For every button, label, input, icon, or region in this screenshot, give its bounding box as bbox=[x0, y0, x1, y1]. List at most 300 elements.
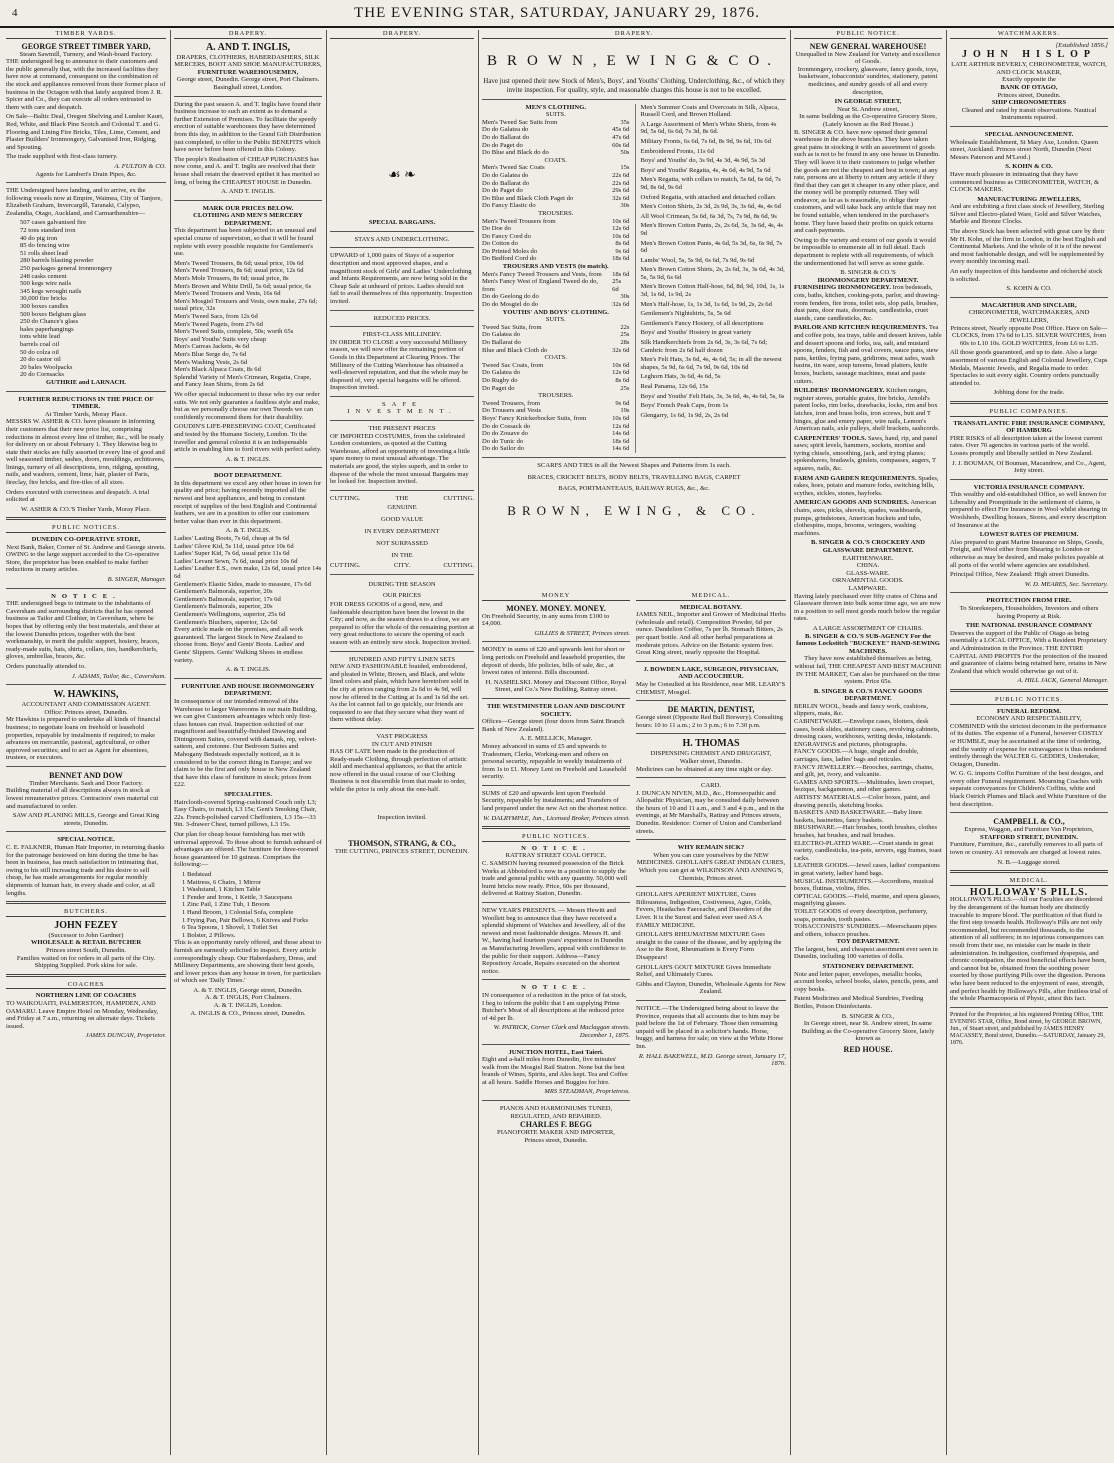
list-item: 500 kegs wire nails bbox=[20, 280, 72, 288]
list-item: 85 do fencing wire bbox=[20, 242, 70, 250]
ad-subtitle: DISPENSING CHEMIST AND DRUGGIST, bbox=[650, 750, 772, 758]
list-item: CHINA. bbox=[856, 562, 880, 570]
ad-body: NEW YEAR'S PRESENTS. — Messrs Hewitt and Woollett beg to announce that they have received a splendid shipment of Watches and Jewellery, all of the newest and most fashionable designs. Messrs H. and W., having had fourteen years' experience in Dunedin as Manufacturing Jewellers, appeal with confidence to the public for their support. Address—Fancy Repository Arcade, Repairs executed on the shortest notice. bbox=[482, 907, 626, 975]
cutting-banner bbox=[330, 495, 474, 503]
ad-subtitle: Next Bank, Baker, Corner of St. Andrew and George streets. bbox=[6, 543, 166, 551]
table-row bbox=[482, 119, 629, 127]
price-item: Men's Washing Vests, 2s 6d bbox=[174, 358, 248, 366]
list-item: 50 do colza oil bbox=[20, 348, 60, 356]
banner-text: CUTTING. bbox=[330, 562, 361, 570]
ad-title: WHY REMAIN SICK? bbox=[677, 844, 745, 852]
list-item: Men's Half-hose, 1s, 1s 3d, 1s 6d, 1s 9d, 2s, 2s 6d bbox=[640, 300, 772, 308]
item-list bbox=[6, 219, 166, 378]
masthead-title: THE EVENING STAR, SATURDAY, JANUARY 29, 1876. bbox=[354, 5, 760, 21]
list-item: Gentlemen's Nightshirts, 5s, 5s 6d bbox=[640, 310, 731, 318]
table-section-title: MEN'S CLOTHING. bbox=[525, 103, 586, 111]
list-item: Men's Felt Hats, 3s 6d, 4s, 4s 6d, 5s; in all the newest shapes, 5s 9d, 6s 6d, 7s 9d, 9s 6d, 10s 6d bbox=[640, 356, 782, 371]
table-cell-item: Do do Cossack do bbox=[482, 422, 531, 430]
ad-subtitle: FURNITURE WAREHOUSEMEN, bbox=[197, 68, 299, 76]
ad-address: SAW AND PLANING MILLS, George and Great King streets, Dunedin. bbox=[12, 812, 160, 827]
table-row bbox=[482, 347, 629, 355]
column-cutting-warehouse bbox=[330, 30, 474, 1455]
table-row bbox=[482, 445, 629, 453]
department-entry bbox=[794, 284, 942, 322]
column-money bbox=[482, 592, 630, 1455]
column-rule bbox=[478, 30, 479, 1455]
ad-signature: W. DALRYMPLE, Jun., Licensed Broker, Princes street. bbox=[483, 814, 630, 822]
list-item: Men's Brown Cotton Shirts, 2s, 2s 6d, 3s, 3s 6d, 4s 3d, 5s, 5s 9d, 6s 6d bbox=[640, 266, 785, 281]
department-entry bbox=[794, 499, 942, 537]
ad-title: NEW GENERAL WAREHOUSE! bbox=[809, 41, 927, 51]
value-line: OUR PRICES bbox=[383, 592, 421, 599]
ad-body: This department has been subjected to an unusual and special course of supervision, so that it will be found replete with every possible requisite for Gentlemen's use. bbox=[174, 227, 317, 258]
list-item: All Wool Crimean, 5s 6d, 6s 3d, 7s, 7s 9d, 8s 6d, 9s bbox=[640, 212, 777, 220]
price-item: Ladies' Leather E.S., own make, 12s 6d, usual price 14s 6d bbox=[174, 565, 322, 580]
ad-title: IN GEORGE STREET, bbox=[834, 98, 902, 106]
department-title: PARLOR AND KITCHEN REQUIREMENTS. bbox=[794, 324, 929, 332]
price-list bbox=[174, 260, 322, 374]
title-letter: E bbox=[606, 52, 624, 69]
table-cell-item: Do Fancy Cord do bbox=[482, 232, 531, 240]
ad-body: On Freehold Security, in any sums from £100 to £4,000. bbox=[482, 612, 610, 628]
price-item: Men's Tweed Trousers, 8s 6d; usual price, 12s 6d bbox=[174, 267, 304, 275]
table-cell-item: Do Rugby do bbox=[482, 376, 518, 384]
ad-title: SAFE INVESTMENT. bbox=[347, 400, 457, 416]
section-heading: BUTCHERS. bbox=[6, 908, 166, 917]
title-letter: N bbox=[665, 52, 684, 69]
ad-title: W. HAWKINS, bbox=[53, 689, 119, 701]
table-cell-item: Do Blue and Black Cloth Paget do bbox=[482, 194, 574, 202]
ad-body: George street (Opposite Red Bull Brewery). Consulting hours: 10 to 11 a.m.; 2 to 3 p.m.; 6 to 7.30 p.m. bbox=[636, 714, 783, 729]
value-lines bbox=[330, 502, 474, 562]
table-section-title: YOUTHS' AND BOYS' CLOTHING. bbox=[502, 308, 609, 316]
list-item: ARTISTS' MATERIALS.—Color boxes, paint, and drawing pencils, sketching books. bbox=[794, 794, 930, 809]
list-item: BERLIN WOOL, beads and fancy work, cushions, slippers, mats, &c. bbox=[794, 702, 929, 718]
price-item: Ladies' Lasting Boots, 7s 6d, cheap at 9s 6d bbox=[174, 535, 290, 543]
list-item: Men's Regatta, with collars to match, 5s 6d, 6s 6d, 7s 9d, 8s 6d, 9s 6d bbox=[640, 176, 781, 191]
list-item: Military Fronts, 6s 6d, 7s 6d, 8s 9d, 9s 6d, 10s 6d bbox=[640, 137, 771, 145]
section-heading: MEDICAL. bbox=[950, 877, 1108, 886]
ad-signature: A. & T. INGLIS. bbox=[225, 666, 271, 674]
table-cell-item: Boys' Fancy Knickerbocker Suits, from bbox=[482, 414, 587, 422]
table-cell-price: 18s 6d bbox=[612, 437, 630, 445]
table-cell-item: Tweed Sac Coats, from bbox=[482, 361, 544, 369]
table-cell-item: Men's Tweed Sac Suits from bbox=[482, 118, 558, 126]
ad-title: FURTHER REDUCTIONS IN THE PRICE OF TIMBER. bbox=[18, 395, 154, 411]
list-item: Men's Brown Cotton Pants, 2s, 2s 6d, 3s, 3s 6d, 4s, 4s 9d bbox=[640, 222, 783, 237]
table-cell-item: Do do Sailor do bbox=[482, 445, 524, 453]
value-line: GENUINE bbox=[387, 504, 417, 512]
price-item: Ladies' Glove Kid, 5s 11d, usual price 10s 6d bbox=[174, 542, 294, 550]
ad-title: RED HOUSE. bbox=[843, 1045, 893, 1054]
shirts-hosiery-list bbox=[635, 104, 786, 453]
ad-title: HUNDRED AND FIFTY LINEN SETS bbox=[349, 655, 455, 663]
table-row bbox=[482, 377, 629, 385]
section-heading: DRAPERY. bbox=[482, 30, 786, 39]
ad-subtitle: Unequalled in New Zealand for Variety and excellence of Goods. bbox=[795, 50, 941, 66]
table-cell-price: 60s 6d bbox=[612, 141, 630, 149]
ad-address: Princes street, Dunedin. bbox=[524, 1136, 588, 1144]
brown-ewing-footer: BROWN, EWING, & CO. bbox=[507, 502, 761, 518]
table-row bbox=[482, 369, 629, 377]
signature-line: A. & T. INGLIS, London. bbox=[213, 1002, 283, 1010]
department-entry bbox=[794, 475, 942, 498]
ad-address: Exactly opposite the bbox=[1002, 76, 1056, 84]
value-line: DURING THE SEASON bbox=[368, 581, 436, 588]
list-item: Glengarry, 1s 6d, 1s 9d, 2s, 2s 6d bbox=[640, 411, 729, 419]
list-item: A Large Assortment of Men's White Shirts, from 4s 9d, 5s 6d, 6s 6d, 7s 3d, 8s 6d. bbox=[640, 120, 777, 136]
ad-title: B. SINGER & CO.'S FANCY GOODS DEPARTMENT. bbox=[813, 687, 923, 703]
table-cell-price: 14s 6d bbox=[612, 445, 630, 453]
ad-title: JUNCTION HOTEL, East Taieri. bbox=[508, 1048, 604, 1056]
table-row bbox=[482, 324, 629, 332]
ad-title: DE MARTIN, DENTIST, bbox=[667, 705, 755, 715]
ad-subtitle: Express, Waggon, and Furniture Van Proprietors, bbox=[964, 826, 1094, 834]
table-cell-price: 9s 6d bbox=[615, 247, 630, 255]
banner-text: CUTTING. bbox=[443, 494, 474, 502]
signature-line: A. INGLIS & CO., Princes street, Dunedin. bbox=[190, 1009, 306, 1017]
ad-address: Princes street, Dunedin. bbox=[997, 91, 1061, 99]
banner-text: CUTTING. bbox=[330, 494, 361, 502]
section-heading: MONEY bbox=[482, 592, 630, 601]
ad-title: TOY DEPARTMENT. bbox=[836, 938, 900, 946]
price-item: Men's Blue Serge do, 7s 6d bbox=[174, 350, 247, 358]
ad-note: Inspection invited. bbox=[377, 813, 427, 821]
ad-title: MEDICAL BOTANY. bbox=[680, 603, 742, 611]
ad-note: N. B.—Luggage stored. bbox=[997, 858, 1061, 866]
ad-subtitle: ACCOUNTANT AND COMMISSION AGENT. bbox=[21, 701, 151, 709]
table-subheading: SUITS. bbox=[545, 111, 566, 119]
list-item: Embroidered Fronts, 11s 6d bbox=[640, 147, 714, 155]
brown-ewing-advert bbox=[482, 30, 786, 585]
ad-body: Owing to the variety and extent of our goods it would be impossible to enumerate all in full detail. Each department is replete with all requirements, of which the undermentioned list will serve as some guide. bbox=[794, 236, 936, 267]
list-item: CABINETWARE.—Envelope cases, blotters, desk cases, book slides, stationery cases, revolving cabinets, dressing cases, workboxes, writing desks, inkstands. bbox=[794, 718, 940, 741]
ad-signature: W. D. MEARES, Sec. Secretary. bbox=[1024, 580, 1108, 588]
table-row bbox=[482, 225, 629, 233]
title-letter: O. bbox=[748, 52, 779, 69]
ad-address: Office: Princes street, Dunedin. bbox=[44, 708, 128, 716]
ad-title: PIANOS AND HARMONIUMS TUNED, REGULATED, AND REPAIRED. bbox=[499, 1105, 613, 1120]
ad-body: We offer special inducement to those who try our order suits. We not only guarantee a faultless style and make, but as we personally choose our own Tweeds we can confidently recommend them for their durability. bbox=[174, 390, 320, 421]
ad-title: BOOT DEPARTMENT. bbox=[214, 472, 282, 480]
table-row bbox=[482, 400, 629, 408]
ad-title: REDUCED PRICES. bbox=[373, 314, 431, 322]
department-list bbox=[794, 284, 942, 537]
table-cell-price: 30s bbox=[620, 293, 630, 301]
list-item: 250 do Chance's glass bbox=[20, 318, 79, 326]
list-item: Boys' and Youths' do, 3s 9d, 4s 3d, 4s 9d, 5s 3d bbox=[640, 157, 766, 165]
ad-body: And are exhibiting a first class stock of Jewellery, Sterling Silver and Electro-plated Ware, Gold and Silver Watches, Marble and Bronze Clocks. bbox=[950, 203, 1105, 226]
ad-subtitle: At Timber Yards, Moray Place. bbox=[44, 410, 128, 418]
table-section-title: TROUSERS AND VESTS (to match). bbox=[502, 263, 609, 271]
masthead bbox=[0, 0, 1114, 28]
table-cell-item: Tweed Sac Suits, from bbox=[482, 323, 542, 331]
ad-body: MONEY in sums of £20 and upwards lent for short or long periods on Freehold and leasehold properties, the deposit of deeds, life policies, bills of sale, &c., at lowest rates of interest. Bills discounted. bbox=[482, 646, 626, 677]
ad-title: DUNEDIN CO-OPERATIVE STORE, bbox=[31, 536, 141, 544]
ad-body: Having lately purchased over fifty crates of China and Glassware thrown into bulk some time ago, we are now in a position to sell most goods much below the regular rates. bbox=[794, 592, 941, 623]
ad-body: SUMS of £20 and upwards lent upon Freehold Security, repayable by instalments; and Transfers of land prepared under the new Act on the shortest notice. bbox=[482, 789, 628, 813]
ad-title: JOHN HISLOP bbox=[961, 49, 1097, 61]
list-item: 20 bales Woolpacks bbox=[20, 363, 73, 371]
list-item: Lambs' Wool, 5s, 5s 9d, 6s 6d, 7s 9d, 9s 6d bbox=[640, 256, 755, 264]
list-item: 20 do Cornsacks bbox=[20, 371, 64, 379]
table-row bbox=[482, 339, 629, 347]
table-cell-item: Do Blue and Black do do bbox=[482, 149, 549, 157]
ad-signature: S. KOHN & CO. bbox=[1006, 285, 1052, 293]
section-heading: WATCHMAKERS. bbox=[950, 30, 1108, 39]
ad-title: GEORGE STREET TIMBER YARD, bbox=[21, 41, 151, 51]
ad-title: NOTICE. bbox=[51, 592, 121, 600]
column-rule bbox=[326, 30, 327, 1455]
printer-imprint: Printed for the Proprietor, at his registered Printing Office, THE EVENING STAR, Office, Bond street, by GEORGE BROWN, Jun., of Stuart street, and published by JAMES HENRY MACASSEY, Bond street, Dunedin.—SATURDAY, January 29, 1876. bbox=[950, 1011, 1105, 1046]
ad-body: GHOLLAH'S APERIENT MIXTURE, Cures Biliousness, Indigestion, Costiveness, Ague, Colds, Fevers, Headaches Faeceache, and Disorders of the Liver. It is the Surest and Safest ever used AS A FAMILY MEDICINE. bbox=[636, 891, 772, 929]
department-entry bbox=[794, 387, 942, 433]
ad-body: Patent Medicines and Medical Sundries, Feeding Bottles, Poison Disinfectants. bbox=[794, 995, 924, 1011]
ad-title: B. SINGER & CO.'S CROCKERY AND GLASSWARE DEPARTMENT. bbox=[810, 539, 925, 554]
section-heading: MEDICAL. bbox=[636, 592, 786, 601]
list-item: TOILET GOODS of every description, perfumery, soaps, pomades, tooth pastes. bbox=[794, 907, 928, 923]
column-singer-warehouse bbox=[794, 30, 942, 1455]
ad-signature bbox=[174, 987, 322, 1017]
ad-title: CLOTHING AND MEN'S MERCERY DEPARTMENT. bbox=[193, 212, 303, 227]
column-medical bbox=[636, 592, 786, 1455]
ad-body: J. DUNCAN NIVEN, M.D., &c., Homoeopathic and Allopathic Physician, may be consulted daily between the hours of 10 and 11 a.m., and 3 and 4 p.m., and in the evenings, at Mr Marshall's, Rattray and Princes streets, Dunedin. Residence: Corner of Union and Cumberland streets. bbox=[636, 789, 785, 835]
ad-subtitle: PIANOFORTE MAKER AND IMPORTER, bbox=[497, 1129, 615, 1137]
ad-title: THE PRESENT PRICES bbox=[368, 425, 436, 433]
ad-body: OWING to the large support accorded to the Co-operative Store, the proprietor has been enabled to make further reductions in many articles. bbox=[6, 551, 160, 574]
ad-body: Money advanced in sums of £5 and upwards to Tradesmen, Clerks, Working-men and others on personal security, repayable in weekly instalments of from 1s to £1. Money Lent on Freehold and Leasehold security. bbox=[482, 742, 627, 781]
table-row bbox=[482, 180, 629, 188]
banner-text: CUTTING. bbox=[443, 562, 474, 570]
ad-list: On Sale—Baltic Deal, Oregon Shelving and Lumber Kauri, Red, White, and Black Pine Scotch and Colonial T. and G. Flooring and Lining Fire Bricks, Tiles, Lime, Cement, and Plaster Builders' Ironmongery, Galvanised Iron, Ridging, and Spouting. bbox=[6, 113, 164, 151]
price-item: Gentlemen's Balmorals, superior, 17s 6d bbox=[174, 595, 281, 603]
table-cell-item: Blue and Black Cloth do bbox=[482, 346, 548, 354]
department-title: AMERICAN GOODS AND SUNDRIES. bbox=[794, 499, 911, 507]
title-letter: W bbox=[547, 52, 571, 69]
ad-title: SPECIALITIES. bbox=[224, 791, 272, 799]
table-cell-item: Men's Tweed Trousers from bbox=[482, 217, 556, 225]
ad-subtitle: Timber Merchants. Sash and Door Factory. bbox=[29, 779, 143, 787]
banner-text: THE bbox=[395, 494, 409, 502]
table-row bbox=[482, 331, 629, 339]
ad-body: This is an opportunity rarely offered, and those about to furnish are earnestly solicited to inspect. Every article correspondingly cheap. Our Haberdashery, Dress, and Millinery Departments, are showing their best goods, and lower prices than any house in town, for particulars of which see 'Daily Times.' bbox=[174, 939, 322, 985]
section-heading: DRAPERY. bbox=[174, 30, 322, 39]
table-cell-item: Do Bedford Cord do bbox=[482, 255, 537, 263]
ad-title: THE WESTMINSTER LOAN AND DISCOUNT SOCIETY. bbox=[486, 702, 625, 718]
table-cell-item: Do Doe do bbox=[482, 225, 511, 233]
ad-title: FURNITURE AND HOUSE IRONMONGERY DEPARTMENT. bbox=[181, 682, 315, 698]
table-cell-price: 22s bbox=[620, 323, 630, 331]
table-cell-price: 18s 6d bbox=[612, 255, 630, 263]
table-row bbox=[482, 385, 629, 393]
table-row bbox=[482, 218, 629, 226]
ad-body: COMBINED with the strictest decorum in the performance of its duties. The expense of a Funeral, however COSTLY or HUMBLE, may be ascertained at the time of ordering, and the vanity of expense for extravagance is thus rendered entirely through the WALTER G. GEDDES, Undertaker, Octagon, Dunedin. bbox=[950, 722, 1107, 768]
title-letter: C bbox=[728, 52, 747, 69]
ad-body: The trade supplied with first-class turnery. bbox=[6, 153, 118, 161]
ad-signature: J. J. BOUMAN, Of Bouman, Macandrew, and Co., Agent, Jetty street. bbox=[952, 459, 1106, 475]
value-line: NOT SURPASSED bbox=[376, 540, 428, 548]
title-letter: R bbox=[507, 52, 526, 69]
banner-text: CITY. bbox=[393, 562, 411, 570]
signature-line: A. & T. INGLIS, Port Chalmers. bbox=[204, 994, 292, 1002]
list-item: 250 packages general ironmongery bbox=[20, 265, 113, 273]
table-subheading: TROUSERS. bbox=[538, 209, 574, 217]
department-entry bbox=[794, 435, 942, 473]
table-cell-item: Men's Fancy Tweed Trousers and Vests, from bbox=[482, 270, 602, 278]
ad-signature: A. & T. INGLIS. bbox=[225, 455, 271, 463]
price-item: Men's Tweed Trousers, 8s 6d; usual price, 10s 6d bbox=[174, 259, 304, 267]
table-cell-item: Do do Tunic do bbox=[482, 437, 524, 445]
table-cell-item: Do do Paget do bbox=[482, 141, 523, 149]
table-cell-price: 47s 6d bbox=[612, 133, 630, 141]
table-cell-price: 10s 6d bbox=[612, 414, 630, 422]
table-cell-item: Tweed Trousers, from bbox=[482, 399, 540, 407]
ad-body: MESSRS W. ASHER & CO. have pleasure in informing their customers that their new price list, comprising reductions in almost every line of timber, &c., will be ready for delivery on or about February 1. They likewise beg to state their stocks are fully assorted in every line of good and well seasoned timber, sashes, doors, mouldings, architraves, linings, turnery of all descriptions, iron, ridging, spouting, nails, and washers, cement, lime, hair, plaster of Paris, fireclay, fire bricks, and fire-tiles of all sizes. bbox=[6, 418, 165, 487]
list-item: Men's Brown Cotton Half-hose, 6d, 8d, 9d, 10d, 1s, 1s 3d, 1s 6d, 1s 9d, 2s bbox=[640, 283, 785, 299]
list-item: BRUSHWARE.—Hair brushes, tooth brushes, clothes brushes, hat brushes, and nail brushes. bbox=[794, 824, 938, 839]
price-item: Gentlemen's Bluchers, superior, 12s 6d bbox=[174, 618, 278, 626]
department-entry bbox=[794, 324, 942, 385]
ad-body: Eight and a-half miles from Dunedin, five minutes' walk from the Mosgiel Rail Station. None but the best brands of Wines, Spirits, and Ales kept. Tea and Coffee at all hours. Saddle Horses and Buggies for hire. bbox=[482, 1056, 628, 1086]
table-cell-price: 8s 6d bbox=[615, 240, 630, 248]
price-item: Men's Tweed Sacs, from 12s 6d bbox=[174, 313, 258, 320]
ad-subtitle: CHRONOMETER, WATCHMAKERS, AND JEWELLERS, bbox=[968, 309, 1090, 324]
ad-note: Agents for Lambert's Drain Pipes, &c. bbox=[35, 170, 137, 178]
table-cell-item: Men's Tweed Sac Coats bbox=[482, 164, 545, 172]
table-cell-item: Do do Geelong do do bbox=[482, 293, 539, 301]
list-item: Boys' and Youths' Felt Hats, 3s, 3s 6d, 4s, 4s 6d, 5s, 6s bbox=[640, 392, 785, 400]
fleuron-ornament: ☙ ❧ bbox=[388, 167, 416, 183]
list-item: Boys' and Youths' Hosiery in great variety bbox=[640, 329, 752, 337]
table-cell-price: 25s bbox=[620, 331, 630, 339]
list-item: FANCY GOODS.—A huge, single and double, carriages, fans, ladies' bags and reticules. bbox=[794, 748, 919, 764]
ad-body: The above Stock has been selected with great care by their Mr H. Kohn, of the firm in London, in the best English and Continental Markets. And the whole of it is of the newest and most fashionable design, and will be supplemented by every monthly incoming mail. bbox=[950, 228, 1107, 266]
ad-body: HOLLOWAY'S PILLS.—All our Faculties are disordered by the derangement of the human body are distinctly traceable to impure blood. The purification of that fluid is the first step towards health. Holloway's Pills are not only recommended, but recommended thousands, to the attention of all sufferers; in no injurious consequences can result from their use, no mistake can be made in their administration. In indigestion, confirmed dyspepsia, and chronic constipation, the most beneficial effects have been, and cannot but be, obtained from the soothing power exerted by those purifying Pills over the digestion. Persons who have been reduced to the enjoyment of ease, strength, and perfect health by Holloway's Pills, after fruitless trial of the whole Pharmacopoeia of Physic, attest this fact. bbox=[950, 896, 1108, 1003]
ad-subtitle: RATTRAY STREET COAL OFFICE. bbox=[505, 852, 607, 860]
table-row bbox=[482, 202, 629, 210]
price-item: Men's Canvas Jackets, 4s 6d bbox=[174, 343, 249, 351]
price-item: Men's Tweed Pagets, from 27s 6d bbox=[174, 320, 263, 328]
list-item: Boys' and Youths' Regatta, 4s, 4s 6d, 4s 9d, 5s 6d bbox=[640, 166, 771, 174]
ad-body: During the past season A. and T. Inglis have found their business increase to such an extent as to demand a further Extension of Premises. To facilitate the speedy erection of suitable warehouses they have determined from this day, in addition to the Grand Gift Distribution just completed, to offer to the Public BENEFITS which have never before been offered in this Colony. bbox=[174, 100, 321, 154]
table-cell-price: 29s 6d bbox=[612, 187, 630, 195]
title-letter: O bbox=[527, 52, 546, 69]
table-subheading: COATS. bbox=[544, 354, 568, 362]
ad-address: George street, Dunedin. George street, Port Chalmers. Basinghall street, London. bbox=[176, 76, 320, 91]
list-item: 1 Mattress, 6 Chairs, 1 Mirror bbox=[182, 878, 261, 886]
ad-signature: J. ADAMS, Tailor, &c., Caversham. bbox=[71, 672, 166, 680]
table-row bbox=[482, 430, 629, 438]
list-item: Oxford Regatta, with attached and detached collars bbox=[640, 193, 776, 201]
ad-body: FOR DRESS GOODS of a good, new, and fashionable description have been the lowest in the City; and now, as the season draws to a close, we are prepared to offer the whole of the remaining portion at very great reductions to secure the opening of each season with an entirely new stock. Inspection invited. bbox=[330, 601, 474, 646]
ad-body: NOTICE.—The Undersigned being about to leave the Province, requests that all accounts due to him may be paid before the 1st of February. Those then remaining unpaid will be placed in a solicitor's hands. Horse, buggy, and harness for sale; on view at the White Horse Inn. bbox=[636, 1004, 784, 1050]
ad-body: JAMES NEIL, Importer and Grower of Medicinal Herbs (wholesale and retail). Composition Powder, 6d per ounce. Dandelion Coffee, 7s per lb. Stomach Bitters, 2s per quart bottle. And all other herbal preparations at moderate prices. Advice on the Botanic system free. Great King street, nearly opposite the Hospital. bbox=[636, 611, 786, 657]
list-item: GLASS-WARE. bbox=[846, 569, 890, 577]
ad-note: SCARFS AND TIES in all the Newest Shapes and Patterns from 1s each. bbox=[537, 461, 731, 469]
ad-note: BRACES, CRICKET BELTS, BODY BELTS, TRAVELLING BAGS, CARPET bbox=[527, 473, 741, 481]
ad-body: Orders punctually attended to. bbox=[6, 662, 86, 670]
price-item: Gentlemen's Wellingtons, superior, 25s 6d bbox=[174, 610, 286, 618]
ad-body: Principal Office, New Zealand: High street Dunedin. bbox=[950, 571, 1090, 579]
list-item: Gentlemen's Fancy Hosiery, of all descriptions bbox=[640, 319, 764, 327]
ad-body: They have now established themselves as being, without fail, THE CHEAPEST AND BEST MACHINE IN THE MARKET, Can also be purchased on the time system. Price 65s. bbox=[794, 655, 942, 686]
table-cell-item: Do Printed Moles do bbox=[482, 247, 538, 255]
list-item: 1 Washstand, 1 Kitchen Table bbox=[182, 886, 261, 894]
ad-title: H. THOMAS bbox=[682, 738, 740, 750]
table-cell-item: Do Paget do bbox=[482, 384, 515, 392]
price-item: Gentlemen's Balmorals, superior, 20s bbox=[174, 603, 273, 611]
table-cell-item: Do Cotton do bbox=[482, 240, 518, 248]
value-lines bbox=[330, 579, 474, 601]
table-row bbox=[482, 415, 629, 423]
table-row bbox=[482, 142, 629, 150]
ad-signature: A. & T. INGLIS. bbox=[225, 527, 271, 535]
table-cell-price: 19s bbox=[620, 407, 630, 415]
ad-body: GOUDIN'S LIFE-PRESERVING COAT, Certificated and tested by the Humane Society, London. To the traveller and general colonist it is an indispensable article in enabling him to ford rivers with perfect safety. bbox=[174, 423, 322, 454]
ad-title: NOTICE. bbox=[521, 984, 591, 992]
ad-body: Medicines can be obtained at any time night or day. bbox=[636, 765, 773, 773]
department-body: Kitchen ranges, register stoves, portable grates, fire bricks, Arnold's patent locks, rim locks, drawbacks, locks, rim and box latches, iron and brass bolts, iron screws, butt and T hinges, glue and emery paper, wire nails, Lemon's American nails, axle pulleys, shelf brackets, sashcords. bbox=[794, 387, 940, 433]
ad-body: Have much pleasure in intimating that they have commenced business as CHRONOMETER, WATCH, & CLOCK MAKERS. bbox=[950, 170, 1100, 194]
ad-body: THE undersigned beg to announce to their customers and the public generally that, with the increased facilities they have now at command, consequent on the combination of the stock and appliances removed from their former place of business in the Octagon with that lately acquired from J. R. Spicer and Co., they can execute all orders entrusted to them with care and despatch. bbox=[6, 58, 166, 111]
list-item: OPTICAL GOODS.—Field, marine, and opera glasses, magnifying glasses. bbox=[794, 892, 941, 908]
price-item: Men's Tweed Trousers and Vests, 16s 6d bbox=[174, 290, 281, 298]
ad-title: BENNET AND DOW bbox=[49, 770, 123, 780]
list-item: 1 Bedstead bbox=[182, 870, 212, 878]
ad-signature: GUTHRIE and LARNACH. bbox=[45, 378, 127, 386]
ad-body: GHOLLAH'S GOUT MIXTURE Gives Immediate Relief, and Ultimately Cures. bbox=[636, 963, 772, 979]
value-line: IN THE bbox=[391, 552, 413, 560]
list-item: 500 boxes Belgium glass bbox=[20, 310, 87, 318]
list-item: FANCY JEWELLERY.—Brooches, earrings, chains, and gilt, jet, ivory, and vulcanite. bbox=[794, 763, 934, 779]
ad-body: Splendid Variety of Men's Crimean, Regatta, Crape, and Fancy Jean Shirts, from 2s 6d bbox=[174, 373, 312, 389]
ad-body: NEW AND FASHIONABLE braided, embroidered, and pleated in White, Brown, and Black, and white lined colors and plain, which have heretofore sold in the city at prices ranging from 2s 6d to 4s 9d, will now be offered in the Cutting at 1s and 1s 6d the set. As the lot cannot fail to go quickly, our friends are requested to see that they secure what they want of them without delay. bbox=[330, 663, 469, 724]
column-inglis-drapery bbox=[174, 30, 322, 1455]
ad-body: An early inspection of this handsome and récherché stock is solicited. bbox=[950, 268, 1103, 283]
table-subheading: COATS. bbox=[544, 156, 568, 164]
list-item: 1 Fender and Irons, 1 Kettle, 3 Saucepans bbox=[182, 893, 293, 901]
ad-body: Hairclooth-covered Spring-cushioned Couch only L3; Easy Chairs, to match, L3 15s; Gent's Smoking Chair, 22s. French-polished carved Cheffoniers, L3 15s—33 9in. 3-drawer Chest, turned pillows, L3 15s. bbox=[174, 798, 317, 829]
list-item: 6 Tea Spoons, 1 Shovel, 1 Toilet Set bbox=[182, 924, 278, 932]
table-row bbox=[482, 172, 629, 180]
column-rule bbox=[170, 30, 171, 1455]
ad-title: STATIONERY DEPARTMENT. bbox=[822, 963, 914, 971]
ad-body: Orders executed with correctness and despatch. A trial solicited at bbox=[6, 488, 150, 504]
ad-title: THE NATIONAL INSURANCE COMPANY bbox=[965, 622, 1093, 630]
list-item: 1 Zinc Pail, 1 Zinc Tub, 1 Broom bbox=[182, 901, 270, 909]
ad-title: STAYS AND UNDERCLOTHING. bbox=[354, 235, 450, 243]
table-row bbox=[482, 195, 629, 203]
list-item: 40 do pig iron bbox=[20, 234, 58, 242]
ad-title: MANUFACTURING JEWELLERS, bbox=[977, 195, 1081, 203]
ad-body: GHOLLAH'S RHEUMATISM MIXTURE Goes straight to the cause of the disease, and by applying the Axe to the Root, Rheumatism is Every Form Disappears! bbox=[636, 931, 782, 961]
ad-subtitle: (Successor to John Gardner) bbox=[48, 931, 124, 939]
ad-body: Building material of all descriptions always in stock at lowest remunerative prices. Contractors' own material cut and manufactured to order. bbox=[6, 787, 159, 810]
department-body: American chairs, axes, picks, shovels, spades, washboards, pumps, grindstones, American buckets and tubs, clothespins, mops, brooms, wringers, washing machines. bbox=[794, 499, 937, 537]
price-table bbox=[482, 104, 629, 453]
ad-body: Wholesale Establishment, St Mary Axe, London. Queen street, Auckland. Princes street North, Dunedin (Next Messrs Paterson and M'Leod.) bbox=[950, 138, 1099, 161]
table-row bbox=[482, 407, 629, 415]
section-heading: PUBLIC NOTICES. bbox=[482, 833, 630, 842]
section-heading: PUBLIC COMPANIES. bbox=[950, 408, 1108, 417]
table-cell-price: 8s 6d bbox=[615, 376, 630, 384]
column-timber-yards bbox=[6, 30, 166, 1455]
table-cell-price: 10s 6d bbox=[612, 361, 630, 369]
ad-title: VAST PROGRESS bbox=[376, 732, 428, 740]
list-item: ELECTRO-PLATED WARE.—Cruet stands in great variety, candlesticks, tea-pots, servers, egg frames, toast racks. bbox=[794, 839, 942, 862]
table-row bbox=[482, 362, 629, 370]
ad-address: BANK OF OTAGO, bbox=[1000, 83, 1058, 91]
